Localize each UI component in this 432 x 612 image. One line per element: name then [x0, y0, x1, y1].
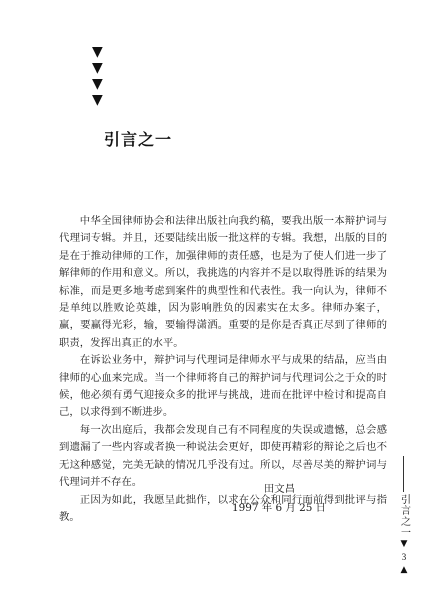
triangle-down-icon: ▼: [92, 60, 103, 76]
side-rule: [403, 456, 404, 492]
paragraph: 正因为如此，我愿呈此拙作，以求在公众和同行面前得到批评与指教。: [59, 493, 387, 523]
paragraph: 中华全国律师协会和法律出版社向我约稿，要我出版一本辩护词与代理词专辑。并且，还要陆续出版一批这样的专辑。我想，出版的目的是在于推动律师的工作，加强律师的责任感，也是为了使人们进一步了解律师的作用和意义。所以，我挑选的内容并不是以取得胜诉的结果为标准，而是更多地考虑到案件的典型性和代表性。我一向认为，律师不是单纯以胜败论英雄，因为影响胜负的因素实在太多。律师办案子，赢，要赢得光彩，输，要输得潇洒。重要的是你是否真正尽到了律师的职责，发挥出真正的水平。: [59, 215, 387, 349]
triangle-down-icon: ▼: [92, 92, 103, 108]
triangle-down-icon: ▼: [92, 44, 103, 60]
signature-date: 1997 年 6 月 25 日: [232, 502, 326, 514]
triangle-up-icon: ▲: [400, 565, 408, 575]
body-text: [59, 213, 387, 526]
page-number: 3: [401, 552, 407, 562]
side-folio: [397, 494, 411, 576]
paragraph: 每一次出庭后，我都会发现自己有不同程度的失误或遗憾，总会感到遗漏了一些内容或者换一种说法会更好，即使再精彩的辩论之后也不无这种感觉，完美无缺的情况几乎没有过。所以，尽善尽美的辩护词与代理词并不存在。: [59, 423, 387, 489]
signature-author: 田文昌: [263, 483, 295, 495]
triangle-down-icon: ▼: [400, 539, 408, 549]
chapter-title: 引言之一: [104, 130, 173, 149]
decorative-markers: [92, 44, 116, 108]
paragraph: 在诉讼业务中，辩护词与代理词是律师水平与成果的结晶，应当由律师的心血来完成。当一个律师将自己的辩护词与代理词公之于众的时候，他必须有勇气迎接众多的批评与挑战，进而在批评中检讨和提高自己，以求得到不断进步。: [59, 354, 387, 419]
triangle-down-icon: ▼: [92, 76, 103, 92]
running-title: 引言之一: [398, 494, 410, 538]
